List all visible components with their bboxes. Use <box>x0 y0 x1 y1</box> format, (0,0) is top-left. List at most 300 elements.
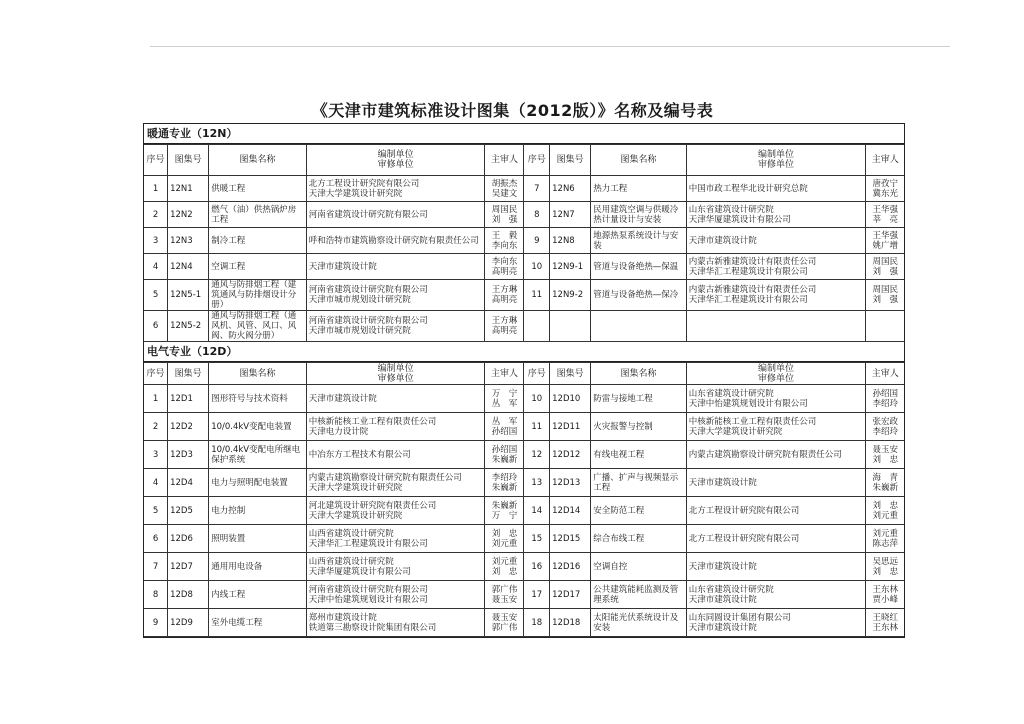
unit-line: 河南省建筑设计研究院有限公司 <box>308 209 428 220</box>
table-row <box>144 553 904 581</box>
unit-line: 天津大学建筑设计研究院 <box>308 482 403 493</box>
unit-line: 山东省建筑设计研究院 <box>688 388 774 399</box>
cell-atlas-code: 12N5-2 <box>168 311 209 342</box>
unit-line: 河北建筑设计研究院有限责任公司 <box>308 500 437 511</box>
reviewer-line: 孙绍国 <box>491 444 518 455</box>
cell-reviewers <box>866 311 904 342</box>
header-unit-editor: 编制单位 <box>377 150 414 160</box>
cell-units <box>686 553 866 581</box>
cell-atlas-name: 燃气（油）供热锅炉房工程 <box>209 202 307 228</box>
unit-line: 中国市政工程华北设计研究总院 <box>688 183 808 194</box>
cell-serial-no: 8 <box>524 202 550 228</box>
cell-atlas-name: 空调工程 <box>209 254 307 280</box>
reviewer-line: 刘 忠 <box>872 566 898 577</box>
cell-atlas-code: 12N8 <box>550 228 591 254</box>
cell-atlas-code: 12D17 <box>550 581 591 609</box>
cell-atlas-code: 12D14 <box>550 497 591 525</box>
header-unit-editor: 编制单位 <box>377 363 414 374</box>
unit-line: 河南省建筑设计研究院有限公司 <box>308 316 428 326</box>
cell-atlas-code: 12D4 <box>168 469 209 497</box>
reviewer-line: 吴建文 <box>491 188 518 199</box>
reviewer-line: 王东林 <box>872 584 898 595</box>
cell-serial-no: 7 <box>144 553 168 581</box>
cell-reviewers <box>866 609 904 637</box>
cell-reviewers <box>485 609 524 637</box>
unit-line: 内蒙古新雅建筑设计有限责任公司 <box>688 285 817 295</box>
reviewer-line: 胡振杰 <box>491 178 518 189</box>
unit-line: 河南省建筑设计研究院有限公司 <box>308 285 428 295</box>
cell-atlas-name: 防雷与接地工程 <box>591 385 687 413</box>
cell-units <box>306 525 485 553</box>
reviewer-line: 周国民 <box>491 204 518 215</box>
cell-reviewers <box>485 202 524 228</box>
reviewer-line: 李绍玲 <box>872 426 898 437</box>
cell-atlas-name: 室外电缆工程 <box>209 609 307 637</box>
reviewer-line: 李绍玲 <box>491 472 518 483</box>
unit-line: 天津大学建筑设计研究院 <box>308 510 403 521</box>
cell-serial-no: 11 <box>524 413 550 441</box>
reviewer-line: 王晓红 <box>872 612 898 623</box>
header-no: 序号 <box>144 363 168 385</box>
cell-reviewers <box>866 228 904 254</box>
cell-reviewers <box>866 202 904 228</box>
unit-line: 天津华汇工程建筑设计有限公司 <box>688 295 808 305</box>
cell-atlas-name <box>591 311 687 342</box>
cell-serial-no: 7 <box>524 176 550 202</box>
cell-serial-no: 5 <box>144 497 168 525</box>
unit-line: 天津华厦建筑设计有限公司 <box>688 214 791 225</box>
table-header-row <box>144 363 904 385</box>
reviewer-line: 朱巍新 <box>491 454 518 465</box>
cell-serial-no: 10 <box>524 385 550 413</box>
cell-atlas-name: 照明装置 <box>209 525 307 553</box>
cell-atlas-code: 12N5-1 <box>168 280 209 311</box>
cell-atlas-name: 通用用电设备 <box>209 553 307 581</box>
reviewer-line: 吴思远 <box>872 556 898 567</box>
table-row <box>144 413 904 441</box>
header-unit-reviewer: 审修单位 <box>758 373 795 384</box>
unit-line: 天津市建筑设计院 <box>688 235 757 246</box>
cell-atlas-code: 12D8 <box>168 581 209 609</box>
reviewer-line: 孙绍国 <box>872 388 898 399</box>
table-header-row <box>144 145 904 176</box>
reviewer-line: 高明亮 <box>491 295 518 305</box>
header-name: 图集名称 <box>209 363 307 385</box>
cell-units <box>306 497 485 525</box>
cell-units <box>686 469 866 497</box>
cell-serial-no: 2 <box>144 202 168 228</box>
header-no: 序号 <box>144 145 168 176</box>
header-code: 图集号 <box>168 363 209 385</box>
cell-serial-no: 10 <box>524 254 550 280</box>
cell-units <box>686 385 866 413</box>
cell-units <box>686 413 866 441</box>
cell-reviewers <box>485 385 524 413</box>
cell-units <box>306 609 485 637</box>
section-heading-electrical: 电气专业（12D） <box>144 342 904 362</box>
reviewer-line: 朱巍新 <box>491 482 518 493</box>
cell-units <box>306 311 485 342</box>
reviewer-line: 刘元重 <box>491 538 518 549</box>
unit-line: 天津华厦建筑设计有限公司 <box>308 566 411 577</box>
unit-line: 郑州市建筑设计院 <box>308 612 377 623</box>
cell-reviewers <box>485 581 524 609</box>
cell-reviewers <box>866 176 904 202</box>
reviewer-line: 刘 强 <box>872 266 898 277</box>
reviewer-line: 聂玉安 <box>491 612 518 623</box>
header-unitstack <box>686 145 866 176</box>
cell-atlas-name: 广播、扩声与视频显示工程 <box>591 469 687 497</box>
reviewer-line: 朱巍新 <box>872 482 898 493</box>
cell-reviewers <box>485 469 524 497</box>
unit-line: 天津电力设计院 <box>308 426 369 437</box>
document-title: 《天津市建筑标准设计图集（2012版）》名称及编号表 <box>311 101 714 120</box>
reviewer-line: 周国民 <box>872 256 898 267</box>
reviewer-line: 李向东 <box>491 256 518 267</box>
header-no: 序号 <box>524 145 550 176</box>
cell-units <box>686 609 866 637</box>
cell-atlas-code: 12N7 <box>550 202 591 228</box>
reviewer-line: 郭广伟 <box>491 584 518 595</box>
header-code: 图集号 <box>550 145 591 176</box>
header-unit-reviewer: 审修单位 <box>758 160 795 170</box>
cell-atlas-code: 12N2 <box>168 202 209 228</box>
reviewer-line: 万 宁 <box>491 510 518 521</box>
cell-reviewers <box>485 553 524 581</box>
unit-line: 天津华汇工程建筑设计有限公司 <box>308 538 428 549</box>
cell-units <box>306 202 485 228</box>
header-reviewer: 主审人 <box>866 145 904 176</box>
cell-units <box>686 581 866 609</box>
cell-serial-no: 16 <box>524 553 550 581</box>
header-code: 图集号 <box>168 145 209 176</box>
cell-serial-no: 1 <box>144 385 168 413</box>
cell-atlas-code: 12D12 <box>550 441 591 469</box>
cell-atlas-code: 12N6 <box>550 176 591 202</box>
cell-atlas-code: 12D18 <box>550 609 591 637</box>
cell-reviewers <box>866 553 904 581</box>
reviewer-line: 刘 强 <box>491 214 518 225</box>
reviewer-line: 孙绍国 <box>491 426 518 437</box>
unit-line: 内蒙古建筑勘察设计研究院有限责任公司 <box>688 449 842 460</box>
reviewer-line: 聂玉安 <box>491 594 518 605</box>
header-reviewer: 主审人 <box>866 363 904 385</box>
cell-atlas-name: 通风与防排烟工程（建筑通风与防排烟设计分册） <box>209 280 307 311</box>
cell-atlas-name: 有线电视工程 <box>591 441 687 469</box>
cell-atlas-code <box>550 311 591 342</box>
unit-line: 天津市建筑设计院 <box>688 477 757 488</box>
header-unit-editor: 编制单位 <box>758 363 795 374</box>
header-unit-editor: 编制单位 <box>758 150 795 160</box>
unit-line: 山东省建筑设计研究院 <box>688 584 774 595</box>
cell-reviewers <box>485 176 524 202</box>
cell-atlas-code: 12N4 <box>168 254 209 280</box>
table-row <box>144 311 904 342</box>
unit-line: 山东省建筑设计研究院 <box>688 204 774 215</box>
unit-line: 北方工程设计研究院有限公司 <box>308 178 420 189</box>
cell-reviewers <box>485 254 524 280</box>
unit-line: 天津市建筑设计院 <box>688 594 757 605</box>
cell-serial-no: 11 <box>524 280 550 311</box>
cell-atlas-name: 10/0.4kV变配电装置 <box>209 413 307 441</box>
table-row <box>144 469 904 497</box>
cell-atlas-code: 12D10 <box>550 385 591 413</box>
reviewer-line: 刘 忠 <box>491 528 518 539</box>
header-unitstack <box>306 363 485 385</box>
cell-atlas-code: 12D5 <box>168 497 209 525</box>
unit-line: 河南省建筑设计研究院有限公司 <box>308 584 428 595</box>
cell-serial-no: 1 <box>144 176 168 202</box>
cell-atlas-code: 12D6 <box>168 525 209 553</box>
unit-line: 铁道第三勘察设计院集团有限公司 <box>308 622 437 633</box>
reviewer-line: 唐孜宁 <box>872 178 898 189</box>
unit-line: 呼和浩特市建筑勘察设计研究院有限责任公司 <box>308 235 479 246</box>
unit-line: 天津市城市规划设计研究院 <box>308 295 411 305</box>
cell-atlas-code: 12N9-2 <box>550 280 591 311</box>
header-unitstack <box>686 363 866 385</box>
cell-atlas-code: 12D9 <box>168 609 209 637</box>
cell-reviewers <box>866 497 904 525</box>
cell-atlas-name: 通风与防排烟工程（通风机、风管、风口、风阀、防火阀分册） <box>209 311 307 342</box>
cell-serial-no: 2 <box>144 413 168 441</box>
unit-line: 天津中怡建筑规划设计有限公司 <box>688 398 808 409</box>
cell-atlas-name: 热力工程 <box>591 176 687 202</box>
unit-line: 天津市建筑设计院 <box>688 622 757 633</box>
table-row <box>144 228 904 254</box>
unit-line: 北方工程设计研究院有限公司 <box>688 505 800 516</box>
reviewer-line: 高明亮 <box>491 266 518 277</box>
unit-line: 山西省建筑设计研究院 <box>308 528 394 539</box>
cell-atlas-name: 电力与照明配电装置 <box>209 469 307 497</box>
cell-atlas-name: 图形符号与技术资料 <box>209 385 307 413</box>
cell-atlas-code: 12N9-1 <box>550 254 591 280</box>
reviewer-line: 冀东光 <box>872 188 898 199</box>
cell-atlas-name: 公共建筑能耗监测及管理系统 <box>591 581 687 609</box>
cell-reviewers <box>485 311 524 342</box>
cell-units <box>686 441 866 469</box>
cell-units <box>306 553 485 581</box>
reviewer-line: 朱巍新 <box>491 500 518 511</box>
cell-units <box>686 497 866 525</box>
cell-serial-no: 3 <box>144 441 168 469</box>
cell-serial-no: 6 <box>144 525 168 553</box>
reviewer-line: 张宏政 <box>872 416 898 427</box>
cell-atlas-code: 12D15 <box>550 525 591 553</box>
cell-atlas-name: 供暖工程 <box>209 176 307 202</box>
cell-reviewers <box>866 581 904 609</box>
cell-serial-no: 12 <box>524 441 550 469</box>
cell-serial-no: 9 <box>144 609 168 637</box>
cell-atlas-name: 管道与设备绝热—保温 <box>591 254 687 280</box>
cell-atlas-name: 10/0.4kV变配电所继电保护系统 <box>209 441 307 469</box>
reviewer-line: 王方琳 <box>491 316 518 326</box>
reviewer-line: 刘元重 <box>872 510 898 521</box>
cell-serial-no: 17 <box>524 581 550 609</box>
reviewer-line: 刘 忠 <box>491 566 518 577</box>
cell-units <box>686 280 866 311</box>
cell-atlas-name: 地源热泵系统设计与安装 <box>591 228 687 254</box>
table-row <box>144 581 904 609</box>
unit-line: 天津华汇工程建筑设计有限公司 <box>688 266 808 277</box>
cell-atlas-code: 12N1 <box>168 176 209 202</box>
unit-line: 中冶东方工程技术有限公司 <box>308 449 411 460</box>
unit-line: 天津市建筑设计院 <box>688 561 757 572</box>
unit-line: 天津市城市规划设计研究院 <box>308 326 411 336</box>
cell-units <box>306 413 485 441</box>
cell-atlas-code: 12D11 <box>550 413 591 441</box>
header-unitstack <box>306 145 485 176</box>
cell-reviewers <box>485 441 524 469</box>
cell-serial-no: 18 <box>524 609 550 637</box>
cell-atlas-name: 民用建筑空调与供暖冷热计量设计与安装 <box>591 202 687 228</box>
cell-atlas-name: 制冷工程 <box>209 228 307 254</box>
reviewer-line: 聂玉安 <box>872 444 898 455</box>
cell-serial-no: 6 <box>144 311 168 342</box>
table-row <box>144 202 904 228</box>
reviewer-line: 莘 亮 <box>872 214 898 225</box>
reviewer-line: 丛 军 <box>491 398 518 409</box>
reviewer-line: 刘元重 <box>872 528 898 539</box>
unit-line: 山东同圆设计集团有限公司 <box>688 612 791 623</box>
reviewer-line: 王东林 <box>872 622 898 633</box>
cell-reviewers <box>485 280 524 311</box>
reviewer-line: 刘 忠 <box>872 500 898 511</box>
cell-atlas-name: 火灾报警与控制 <box>591 413 687 441</box>
table-row <box>144 176 904 202</box>
table-row <box>144 385 904 413</box>
table-row <box>144 280 904 311</box>
unit-line: 中核新能核工业工程有限责任公司 <box>688 416 817 427</box>
cell-serial-no: 4 <box>144 254 168 280</box>
cell-atlas-name: 管道与设备绝热—保冷 <box>591 280 687 311</box>
cell-units <box>686 228 866 254</box>
cell-atlas-name: 空调自控 <box>591 553 687 581</box>
cell-serial-no: 4 <box>144 469 168 497</box>
cell-units <box>306 441 485 469</box>
header-name: 图集名称 <box>591 363 687 385</box>
cell-atlas-code: 12D16 <box>550 553 591 581</box>
cell-atlas-code: 12N3 <box>168 228 209 254</box>
cell-units <box>306 228 485 254</box>
table-row <box>144 609 904 637</box>
cell-serial-no: 9 <box>524 228 550 254</box>
unit-line: 山西省建筑设计研究院 <box>308 556 394 567</box>
cell-atlas-code: 12D2 <box>168 413 209 441</box>
cell-reviewers <box>485 525 524 553</box>
header-name: 图集名称 <box>591 145 687 176</box>
header-reviewer: 主审人 <box>485 363 524 385</box>
cell-units <box>306 176 485 202</box>
reviewer-line: 王华强 <box>872 230 898 241</box>
reviewer-line: 李向东 <box>491 240 518 251</box>
unit-line: 天津大学建筑设计研究院 <box>688 426 783 437</box>
reviewer-line: 姚广增 <box>872 240 898 251</box>
reviewer-line: 刘 强 <box>872 295 898 305</box>
hvac-table <box>144 144 904 342</box>
unit-line: 天津市建筑设计院 <box>308 261 377 272</box>
reviewer-line: 丛 军 <box>491 416 518 427</box>
cell-atlas-code: 12D3 <box>168 441 209 469</box>
unit-line: 内蒙古建筑勘察设计研究院有限责任公司 <box>308 472 462 483</box>
header-reviewer: 主审人 <box>485 145 524 176</box>
cell-reviewers <box>866 525 904 553</box>
cell-serial-no: 3 <box>144 228 168 254</box>
cell-units <box>306 254 485 280</box>
unit-line: 天津大学建筑设计研究院 <box>308 188 403 199</box>
cell-units <box>306 385 485 413</box>
table-row <box>144 497 904 525</box>
reviewer-line: 万 宁 <box>491 388 518 399</box>
reviewer-line: 贾小峰 <box>872 594 898 605</box>
cell-atlas-code: 12D13 <box>550 469 591 497</box>
reviewer-line: 海 青 <box>872 472 898 483</box>
cell-reviewers <box>866 254 904 280</box>
header-unit-reviewer: 审修单位 <box>377 160 414 170</box>
reviewer-line: 陈志萍 <box>872 538 898 549</box>
table-row <box>144 525 904 553</box>
cell-reviewers <box>485 413 524 441</box>
cell-atlas-name: 太阳能光伏系统设计及安装 <box>591 609 687 637</box>
reviewer-line: 周国民 <box>872 285 898 295</box>
top-rule <box>150 46 950 47</box>
cell-reviewers <box>485 228 524 254</box>
cell-serial-no <box>524 311 550 342</box>
header-name: 图集名称 <box>209 145 307 176</box>
reviewer-line: 郭广伟 <box>491 622 518 633</box>
reviewer-line: 刘 忠 <box>872 454 898 465</box>
cell-units <box>686 254 866 280</box>
reviewer-line: 王 毅 <box>491 230 518 241</box>
unit-line: 内蒙古新雅建筑设计有限责任公司 <box>688 256 817 267</box>
cell-reviewers <box>866 413 904 441</box>
cell-units <box>686 311 866 342</box>
cell-atlas-code: 12D1 <box>168 385 209 413</box>
standards-sheet <box>143 123 905 638</box>
reviewer-line: 王华强 <box>872 204 898 215</box>
unit-line: 北方工程设计研究院有限公司 <box>688 533 800 544</box>
reviewer-line: 刘元重 <box>491 556 518 567</box>
cell-units <box>306 280 485 311</box>
cell-reviewers <box>866 469 904 497</box>
cell-serial-no: 5 <box>144 280 168 311</box>
unit-line: 天津中怡建筑规划设计有限公司 <box>308 594 428 605</box>
cell-units <box>306 581 485 609</box>
reviewer-line: 高明亮 <box>491 326 518 336</box>
cell-serial-no: 14 <box>524 497 550 525</box>
cell-serial-no: 13 <box>524 469 550 497</box>
cell-reviewers <box>866 385 904 413</box>
cell-serial-no: 8 <box>144 581 168 609</box>
cell-atlas-name: 安全防范工程 <box>591 497 687 525</box>
cell-atlas-name: 电力控制 <box>209 497 307 525</box>
unit-line: 中核新能核工业工程有限责任公司 <box>308 416 437 427</box>
cell-reviewers <box>485 497 524 525</box>
cell-atlas-name: 综合布线工程 <box>591 525 687 553</box>
cell-units <box>686 176 866 202</box>
table-row <box>144 441 904 469</box>
cell-units <box>686 202 866 228</box>
cell-atlas-code: 12D7 <box>168 553 209 581</box>
electrical-table <box>144 362 904 637</box>
cell-serial-no: 15 <box>524 525 550 553</box>
table-row <box>144 254 904 280</box>
cell-atlas-name: 内线工程 <box>209 581 307 609</box>
header-code: 图集号 <box>550 363 591 385</box>
cell-reviewers <box>866 280 904 311</box>
cell-units <box>686 525 866 553</box>
unit-line: 天津市建筑设计院 <box>308 393 377 404</box>
cell-units <box>306 469 485 497</box>
